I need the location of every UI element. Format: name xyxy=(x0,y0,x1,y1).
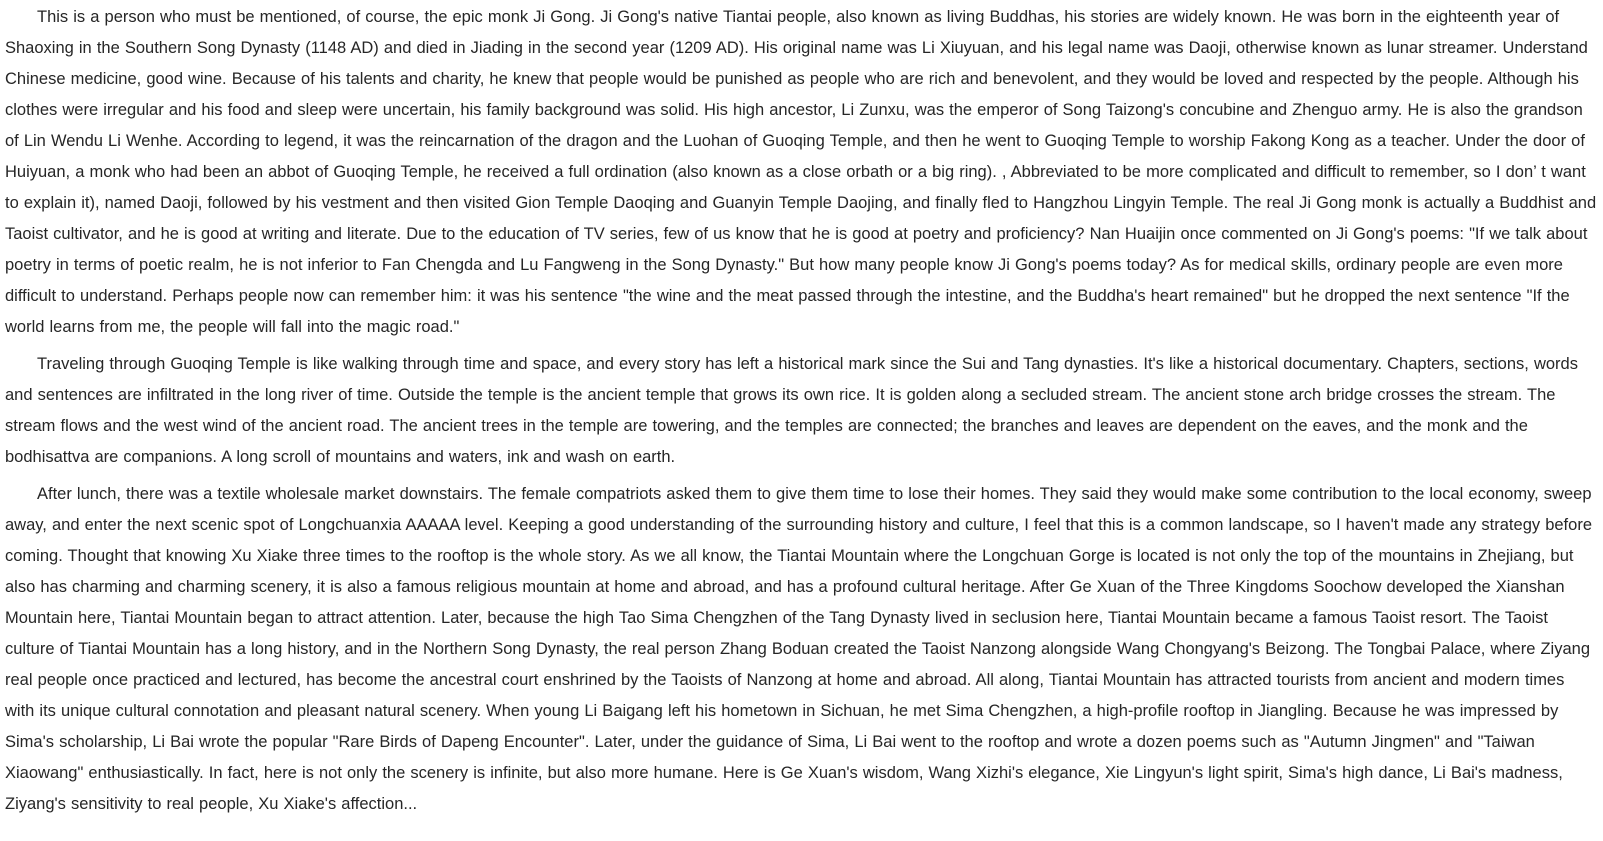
paragraph-guoqing-temple: Traveling through Guoqing Temple is like walking through time and space, and every story has left a historical mark since the Sui and Tang dynasties. It's like a historical documentary. Chapters, sections, words and sentences are infiltrated in the long river of time. Outside the temple is the ancient temple that grows its own rice. It is golden along a secluded stream. The ancient stone arch bridge crosses the stream. The stream flows and the west wind of the ancient road. The ancient trees in the temple are towering, and the temples are connected; the branches and leaves are dependent on the eaves, and the monk and the bodhisattva are companions. A long scroll of mountains and waters, ink and wash on earth. xyxy=(5,355,1578,466)
paragraph-tiantai-mountain: After lunch, there was a textile wholesale market downstairs. The female compatriots asked them to give them time to lose their homes. They said they would make some contribution to the local economy, sweep away, and enter the next scenic spot of Longchuanxia AAAAA level. Keeping a good understanding of the surrounding history and culture, I feel that this is a common landscape, so I haven't made any strategy before coming. Thought that knowing Xu Xiake three times to the rooftop is the whole story. As we all know, the Tiantai Mountain where the Longchuan Gorge is located is not only the top of the mountains in Zhejiang, but also has charming and charming scenery, it is also a famous religious mountain at home and abroad, and has a profound cultural heritage. After Ge Xuan of the Three Kingdoms Soochow developed the Xianshan Mountain here, Tiantai Mountain began to attract attention. Later, because the high Tao Sima Chengzhen of the Tang Dynasty lived in seclusion here, Tiantai Mountain became a famous Taoist resort. The Taoist culture of Tiantai Mountain has a long history, and in the Northern Song Dynasty, the real person Zhang Boduan created the Taoist Nanzong alongside Wang Chongyang's Beizong. The Tongbai Palace, where Ziyang real people once practiced and lectured, has become the ancestral court enshrined by the Taoists of Nanzong at home and abroad. All along, Tiantai Mountain has attracted tourists from ancient and modern times with its unique cultural connotation and pleasant natural scenery. When young Li Baigang left his hometown in Sichuan, he met Sima Chengzhen, a high-profile rooftop in Jiangling. Because he was impressed by Sima's scholarship, Li Bai wrote the popular "Rare Birds of Dapeng Encounter". Later, under the guidance of Sima, Li Bai went to the rooftop and wrote a dozen poems such as "Autumn Jingmen" and "Taiwan Xiaowang" enthusiastically. In fact, here is not only the scenery is infinite, but also more humane. Here is Ge Xuan's wisdom, Wang Xizhi's elegance, Xie Lingyun's light spirit, Sima's high dance, Li Bai's madness, Ziyang's sensitivity to real people, Xu Xiake's affection... xyxy=(5,485,1592,813)
paragraph-ji-gong: This is a person who must be mentioned, of course, the epic monk Ji Gong. Ji Gong's native Tiantai people, also known as living Buddhas, his stories are widely known. He was born in the eighteenth year of Shaoxing in the Southern Song Dynasty (1148 AD) and died in Jiading in the second year (1209 AD). His original name was Li Xiuyuan, and his legal name was Daoji, otherwise known as lunar streamer. Understand Chinese medicine, good wine. Because of his talents and charity, he knew that people would be punished as people who are rich and benevolent, and they would be loved and respected by the people. Although his clothes were irregular and his food and sleep were uncertain, his family background was solid. His high ancestor, Li Zunxu, was the emperor of Song Taizong's concubine and Zhenguo army. He is also the grandson of Lin Wendu Li Wenhe. According to legend, it was the reincarnation of the dragon and the Luohan of Guoqing Temple, and then he went to Guoqing Temple to worship Fakong Kong as a teacher. Under the door of Huiyuan, a monk who had been an abbot of Guoqing Temple, he received a full ordination (also known as a close orbath or a big ring). , Abbreviated to be more complicated and difficult to remember, so I don’ t want to explain it), named Daoji, followed by his vestment and then visited Gion Temple Daoqing and Guanyin Temple Daojing, and finally fled to Hangzhou Lingyin Temple. The real Ji Gong monk is actually a Buddhist and Taoist cultivator, and he is good at writing and literate. Due to the education of TV series, few of us know that he is good at poetry and proficiency? Nan Huaijin once commented on Ji Gong's poems: "If we talk about poetry in terms of poetic realm, he is not inferior to Fan Chengda and Lu Fangweng in the Song Dynasty." But how many people know Ji Gong's poems today? As for medical skills, ordinary people are even more difficult to understand. Perhaps people now can remember him: it was his sentence "the wine and the meat passed through the intestine, and the Buddha's heart remained" but he dropped the next sentence "If the world learns from me, the people will fall into the magic road." xyxy=(5,8,1597,336)
